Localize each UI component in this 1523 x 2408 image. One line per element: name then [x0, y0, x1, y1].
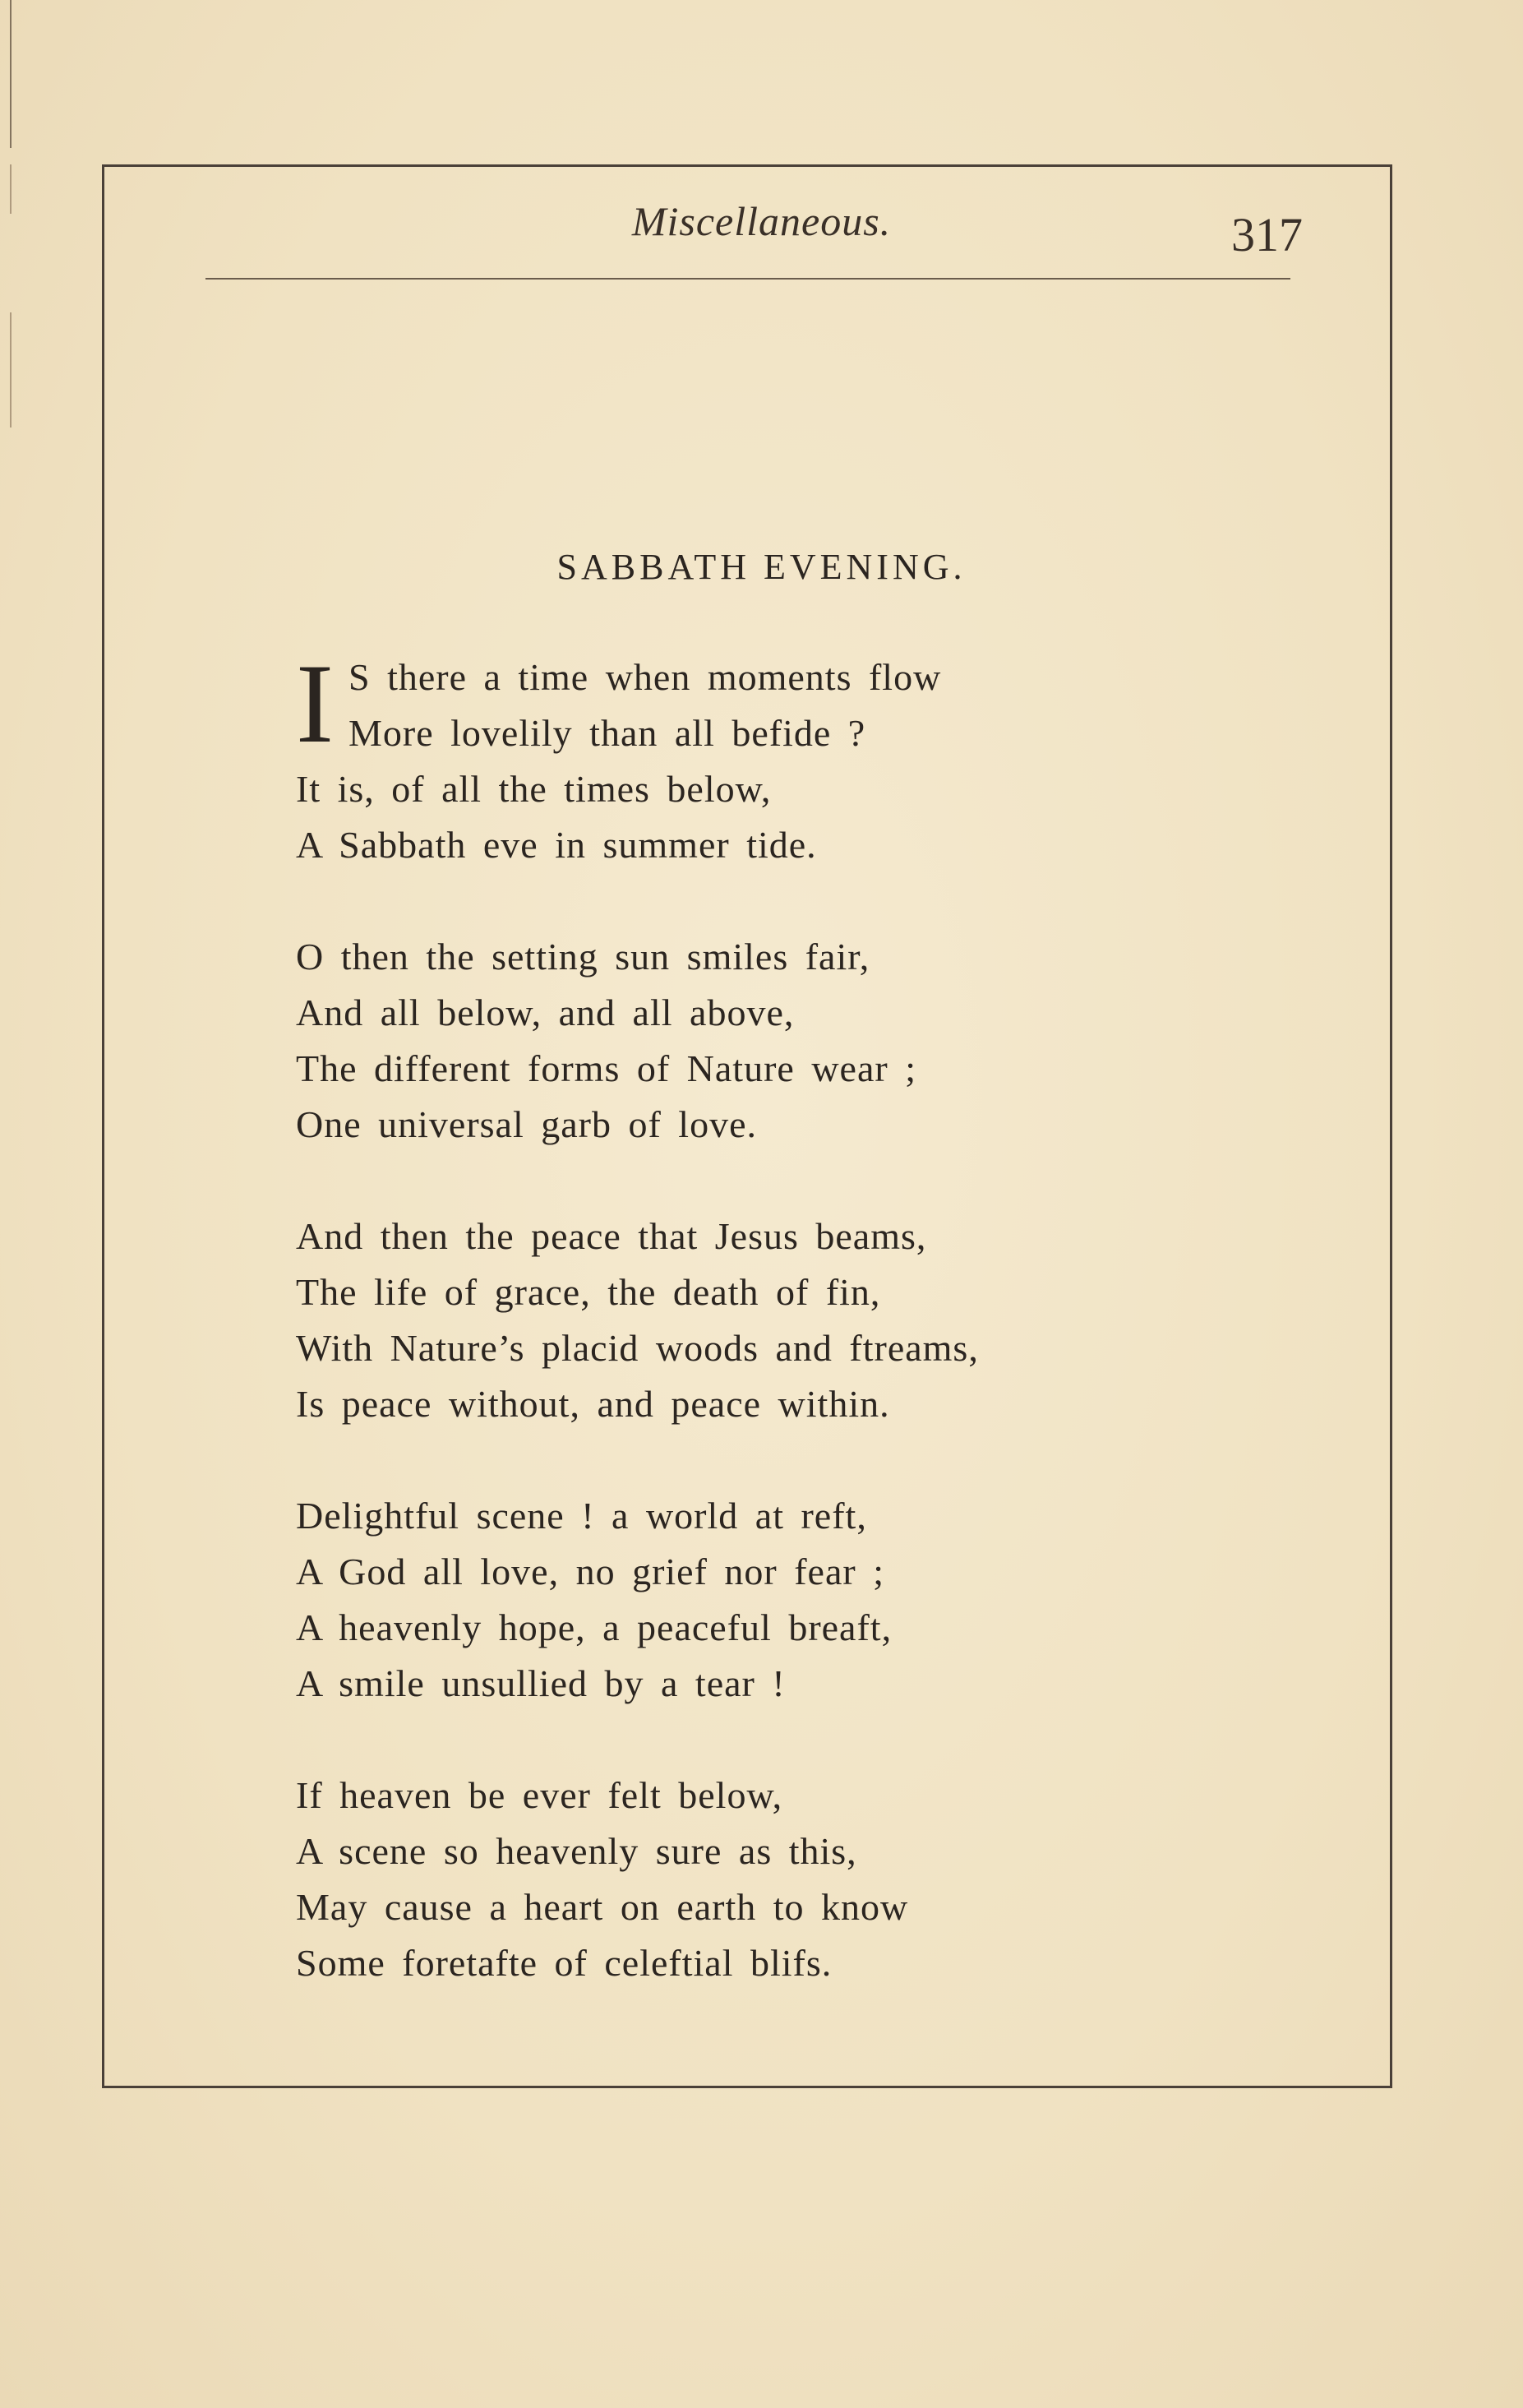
poem-line: The different forms of Nature wear ; — [296, 1047, 916, 1089]
poem-line: S there a time when moments flow — [348, 656, 942, 698]
poem-line: And then the peace that Jesus beams, — [296, 1215, 927, 1257]
poem-line: Is peace without, and peace within. — [296, 1383, 890, 1425]
poem-line: Delightful scene ! a world at reft, — [296, 1495, 867, 1537]
stanza-2 — [296, 929, 1348, 1153]
poem-line: With Nature’s placid woods and ftreams, — [296, 1327, 979, 1369]
poem-line: A God all love, no grief nor fear ; — [296, 1551, 884, 1592]
poem-line: And all below, and all above, — [296, 991, 795, 1033]
stanza-5 — [296, 1768, 1348, 1991]
poem-title: SABBATH EVENING. — [556, 547, 967, 587]
poem-line: The life of grace, the death of fin, — [296, 1271, 881, 1313]
poem-line: May cause a heart on earth to know — [296, 1886, 909, 1928]
stanza-3 — [296, 1209, 1348, 1432]
poem-line: A smile unsullied by a tear ! — [296, 1662, 786, 1704]
running-head: Miscellaneous. — [631, 198, 892, 244]
poem-line: More lovelily than all befide ? — [348, 712, 866, 754]
poem-line: A Sabbath eve in summer tide. — [296, 824, 817, 866]
poem-line: A scene so heavenly sure as this, — [296, 1830, 857, 1872]
stanza-1 — [296, 640, 1348, 873]
poem-line: A heavenly hope, a peaceful breaft, — [296, 1606, 893, 1648]
poem-line: One universal garb of love. — [296, 1103, 758, 1145]
poem-line: It is, of all the times below, — [296, 768, 772, 810]
binding-gutter — [10, 0, 12, 2408]
poem-line: Some foretafte of celeftial blifs. — [296, 1942, 833, 1984]
drop-cap: I — [296, 640, 334, 766]
header-rule — [205, 278, 1290, 280]
page-number: 317 — [1231, 208, 1303, 261]
poem-line: If heaven be ever felt below, — [296, 1774, 783, 1816]
poem-line: O then the setting sun smiles fair, — [296, 936, 870, 978]
drop-cap-block — [296, 640, 1348, 766]
stanza-4 — [296, 1488, 1348, 1712]
poem-body — [296, 640, 1348, 2047]
